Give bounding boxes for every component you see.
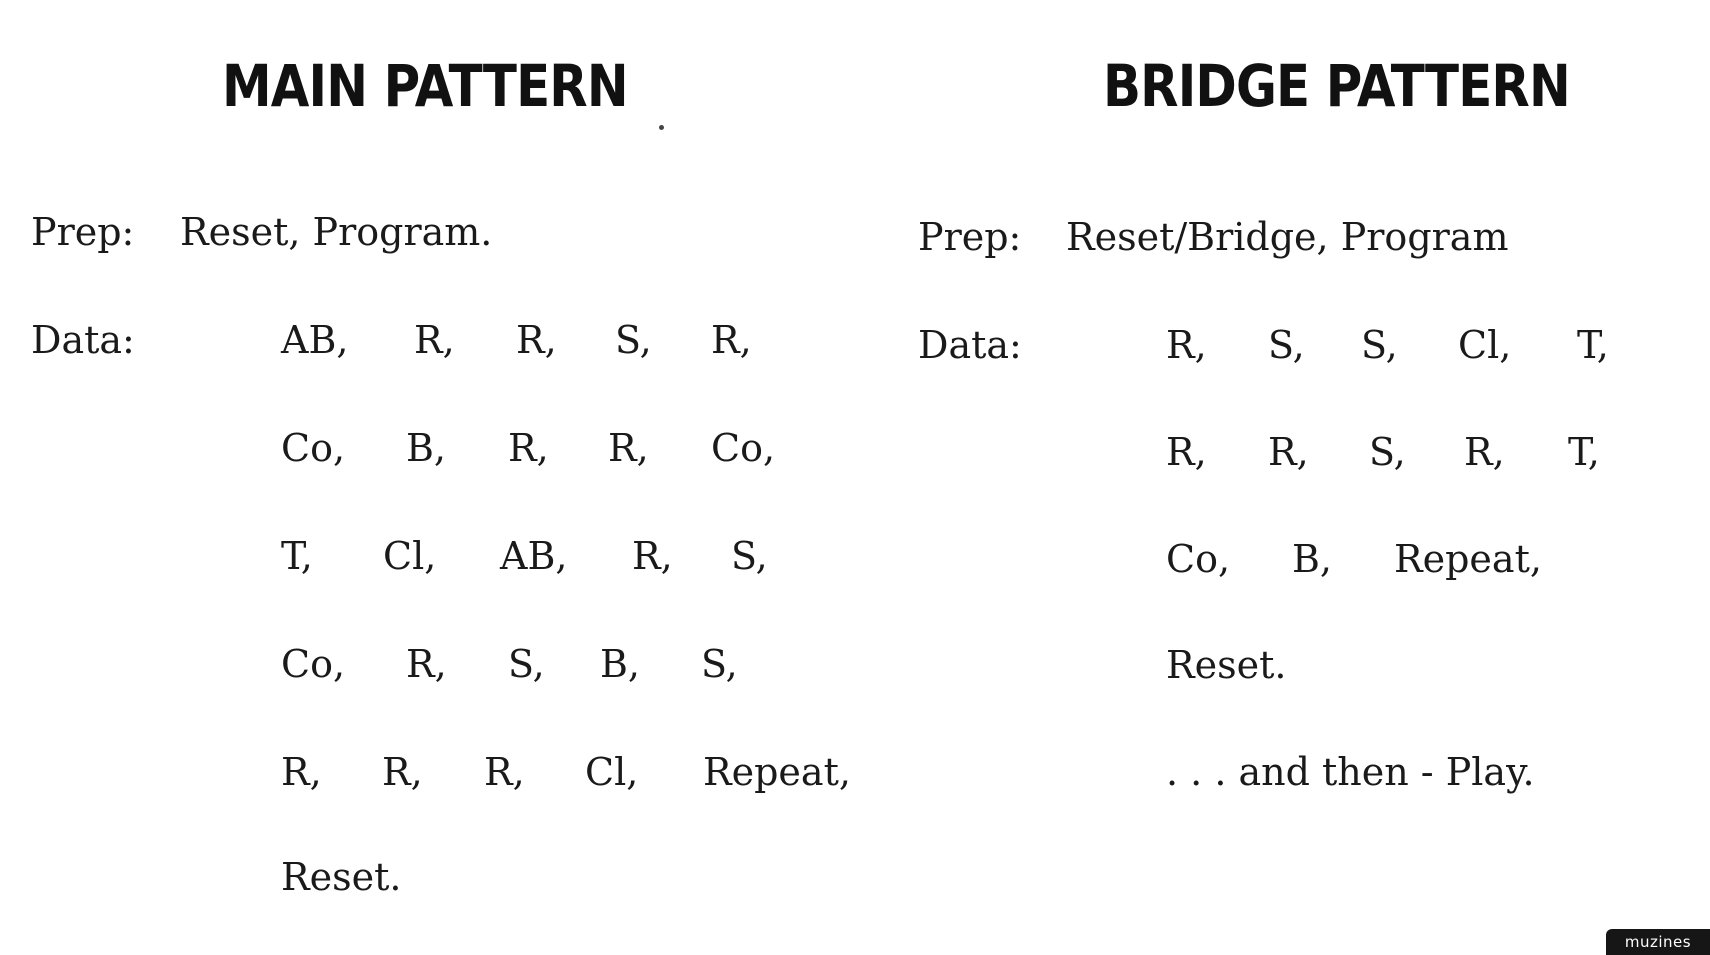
main-data-token: Cl, (383, 534, 437, 578)
main-data-token: AB, (500, 534, 568, 578)
bridge-pattern-heading: BRIDGE PATTERN (1103, 52, 1570, 120)
main-data-token: R, (632, 534, 673, 578)
bridge-data-token: Cl, (1458, 323, 1512, 367)
bridge-data-label: Data: (918, 323, 1022, 367)
bridge-data-token: Repeat, (1394, 537, 1542, 581)
bridge-data-token: R, (1166, 430, 1207, 474)
main-data-token: Repeat, (703, 750, 851, 794)
main-data-token: Cl, (585, 750, 639, 794)
main-data-token: R, (608, 426, 649, 470)
bridge-data-token: Reset. (1166, 643, 1287, 687)
main-pattern-heading: MAIN PATTERN (222, 52, 628, 120)
bridge-data-token: R, (1464, 430, 1505, 474)
main-data-token: R, (414, 318, 455, 362)
bridge-data-token: T, (1577, 323, 1609, 367)
bridge-data-token: B, (1292, 537, 1333, 581)
main-data-token: Reset. (281, 855, 402, 899)
main-data-token: R, (406, 642, 447, 686)
main-data-token: Co, (281, 426, 346, 470)
main-data-token: S, (731, 534, 768, 578)
main-data-token: Co, (711, 426, 776, 470)
main-data-token: R, (484, 750, 525, 794)
bridge-closing-line: . . . and then - Play. (1166, 750, 1535, 794)
main-data-token: R, (281, 750, 322, 794)
main-data-token: S, (701, 642, 738, 686)
bridge-data-token: R, (1268, 430, 1309, 474)
main-prep-text: Reset, Program. (180, 210, 493, 254)
main-data-label: Data: (31, 318, 135, 362)
main-data-token: S, (615, 318, 652, 362)
bridge-prep-text: Reset/Bridge, Program (1066, 215, 1509, 259)
main-data-token: R, (382, 750, 423, 794)
main-data-token: S, (508, 642, 545, 686)
muzines-badge[interactable]: muzines (1606, 929, 1710, 955)
bridge-data-token: Co, (1166, 537, 1231, 581)
main-data-token: R, (508, 426, 549, 470)
bridge-data-token: S, (1369, 430, 1406, 474)
main-data-token: AB, (281, 318, 349, 362)
main-data-token: T, (281, 534, 313, 578)
bridge-data-token: S, (1361, 323, 1398, 367)
bridge-data-token: S, (1268, 323, 1305, 367)
bridge-data-token: T, (1568, 430, 1600, 474)
main-data-token: Co, (281, 642, 346, 686)
main-prep-label: Prep: (31, 210, 135, 254)
stray-ink-dot (659, 125, 664, 130)
main-data-token: R, (516, 318, 557, 362)
bridge-data-token: R, (1166, 323, 1207, 367)
main-data-token: R, (711, 318, 752, 362)
main-data-token: B, (406, 426, 447, 470)
bridge-prep-label: Prep: (918, 215, 1022, 259)
main-data-token: B, (600, 642, 641, 686)
